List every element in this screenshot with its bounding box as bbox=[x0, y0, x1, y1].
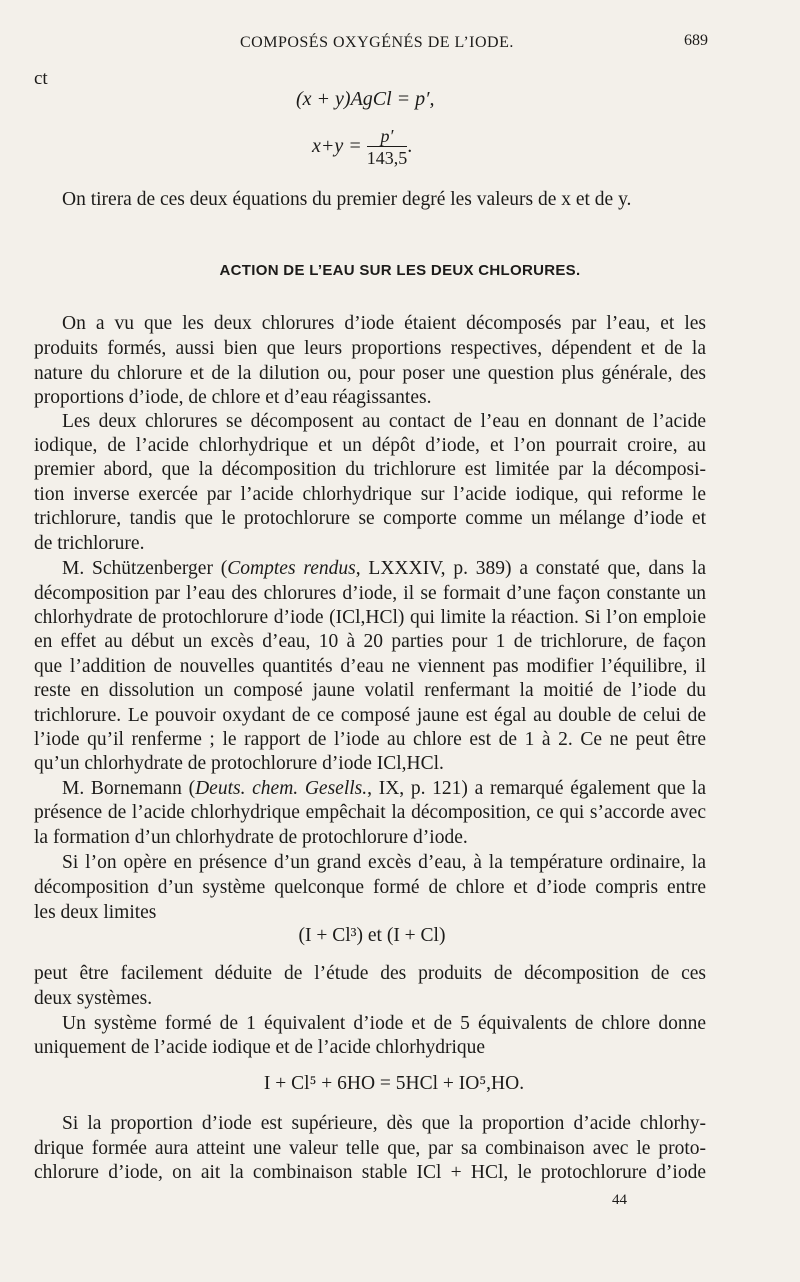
continuation-word: ct bbox=[34, 68, 48, 89]
equation-sum-left: x+y = bbox=[312, 135, 362, 158]
section-title: ACTION DE L’EAU SUR LES DEUX CHLORURES. bbox=[219, 262, 581, 279]
equation-sum bbox=[312, 126, 412, 169]
text-line: uniquement de l’acide iodique et de l’acide chlorhydrique bbox=[34, 1037, 486, 1058]
text-line: l’iode qu’il renferme ; le rapport de l’iode au chlore est de 1 à 2. Ce ne peut être bbox=[34, 729, 706, 750]
text-line: trichlorure, tandis que le protochlorure se comporte comme un mélange d’iode et bbox=[34, 508, 706, 529]
text-line: proportions d’iode, de chlore et d’eau réagissantes. bbox=[34, 387, 432, 408]
signature-mark: 44 bbox=[612, 1192, 627, 1208]
text-run: , IX, p. 121) a remarqué également que la bbox=[367, 778, 707, 799]
text-line: les deux limites bbox=[34, 902, 157, 923]
limits-formula: (I + Cl³) et (I + Cl) bbox=[298, 925, 446, 946]
text-line: Si l’on opère en présence d’un grand excès d’eau, à la température ordinaire, la bbox=[62, 852, 706, 873]
text-line: décomposition d’un système quelconque formé de chlore et d’iode compris entre bbox=[34, 877, 706, 898]
text-run: M. Schützenberger ( bbox=[62, 558, 228, 579]
text-line: la formation d’un chlorhydrate de protochlorure d’iode. bbox=[34, 827, 468, 848]
page-number: 689 bbox=[684, 32, 708, 49]
text-line: reste en dissolution un composé jaune volatil renfermant la moitié de l’iode du bbox=[34, 680, 706, 701]
journal-title: Deuts. chem. Gesells. bbox=[195, 778, 368, 799]
text-line: chlorure d’iode, on ait la combinaison stable ICl + HCl, le protochlorure d’iode bbox=[34, 1162, 706, 1183]
text-line-citation bbox=[62, 557, 706, 581]
text-line: Les deux chlorures se décomposent au contact de l’eau en donnant de l’acide bbox=[62, 411, 706, 432]
text-line: décomposition par l’eau des chlorures d’iode, il se formait d’une façon constante un bbox=[34, 583, 706, 604]
journal-title: Comptes rendus bbox=[227, 558, 356, 579]
text-line: que l’addition de nouvelles quantités d’eau ne viennent pas modifier l’équilibre, il bbox=[34, 656, 706, 677]
text-line: Si la proportion d’iode est supérieure, dès que la proportion d’acide chlorhy- bbox=[62, 1113, 706, 1134]
text-line: en effet au début un excès d’eau, 10 à 20 parties pour 1 de trichlorure, de façon bbox=[34, 631, 706, 652]
fraction bbox=[367, 126, 408, 169]
text-line: tion inverse exercée par l’acide chlorhydrique sur l’acide iodique, qui reforme le bbox=[34, 484, 706, 505]
text-line: deux systèmes. bbox=[34, 988, 153, 1009]
equation-period: . bbox=[407, 135, 413, 158]
text-line: qu’un chlorhydrate de protochlorure d’iode ICl,HCl. bbox=[34, 753, 444, 774]
text-line: chlorhydrate de protochlorure d’iode (ICl,HCl) qui limite la réaction. Si l’on emploie bbox=[34, 607, 706, 628]
text-run: M. Bornemann ( bbox=[62, 778, 196, 799]
text-line: nature du chlorure et de la dilution ou, pour poser une question plus générale, des bbox=[34, 363, 706, 384]
text-line: premier abord, que la décomposition du trichlorure est limitée par la décomposi- bbox=[34, 459, 706, 480]
text-line: On a vu que les deux chlorures d’iode étaient décomposés par l’eau, et les bbox=[62, 313, 706, 334]
text-line: produits formés, aussi bien que leurs proportions respectives, dépendent et de la bbox=[34, 338, 706, 359]
fraction-denominator: 143,5 bbox=[366, 148, 408, 168]
equation-agcl: (x + y)AgCl = p′, bbox=[296, 88, 435, 110]
fraction-numerator: p′ bbox=[367, 126, 408, 147]
text-line-citation bbox=[62, 777, 706, 801]
text-line: Un système formé de 1 équivalent d’iode et de 5 équivalents de chlore donne bbox=[62, 1013, 706, 1034]
text-line: présence de l’acide chlorhydrique empêchait la décomposition, ce qui s’accorde avec bbox=[34, 802, 706, 823]
text-line: de trichlorure. bbox=[34, 533, 145, 554]
conclusion-line: On tirera de ces deux équations du premier degré les valeurs de x et de y. bbox=[62, 189, 632, 210]
text-line: trichlorure. Le pouvoir oxydant de ce composé jaune est égal au double de celui de bbox=[34, 705, 706, 726]
reaction-equation: I + Cl⁵ + 6HO = 5HCl + IO⁵,HO. bbox=[263, 1073, 525, 1094]
text-line: iodique, de l’acide chlorhydrique et un dépôt d’iode, et l’on pourrait croire, au bbox=[34, 435, 706, 456]
text-run: , LXXXIV, p. 389) a constaté que, dans la bbox=[355, 558, 707, 579]
text-line: drique formée aura atteint une valeur telle que, par sa combinaison avec le proto- bbox=[34, 1138, 706, 1159]
text-line: peut être facilement déduite de l’étude des produits de décomposition de ces bbox=[34, 963, 706, 984]
running-header: COMPOSÉS OXYGÉNÉS DE L’IODE. bbox=[240, 34, 514, 51]
